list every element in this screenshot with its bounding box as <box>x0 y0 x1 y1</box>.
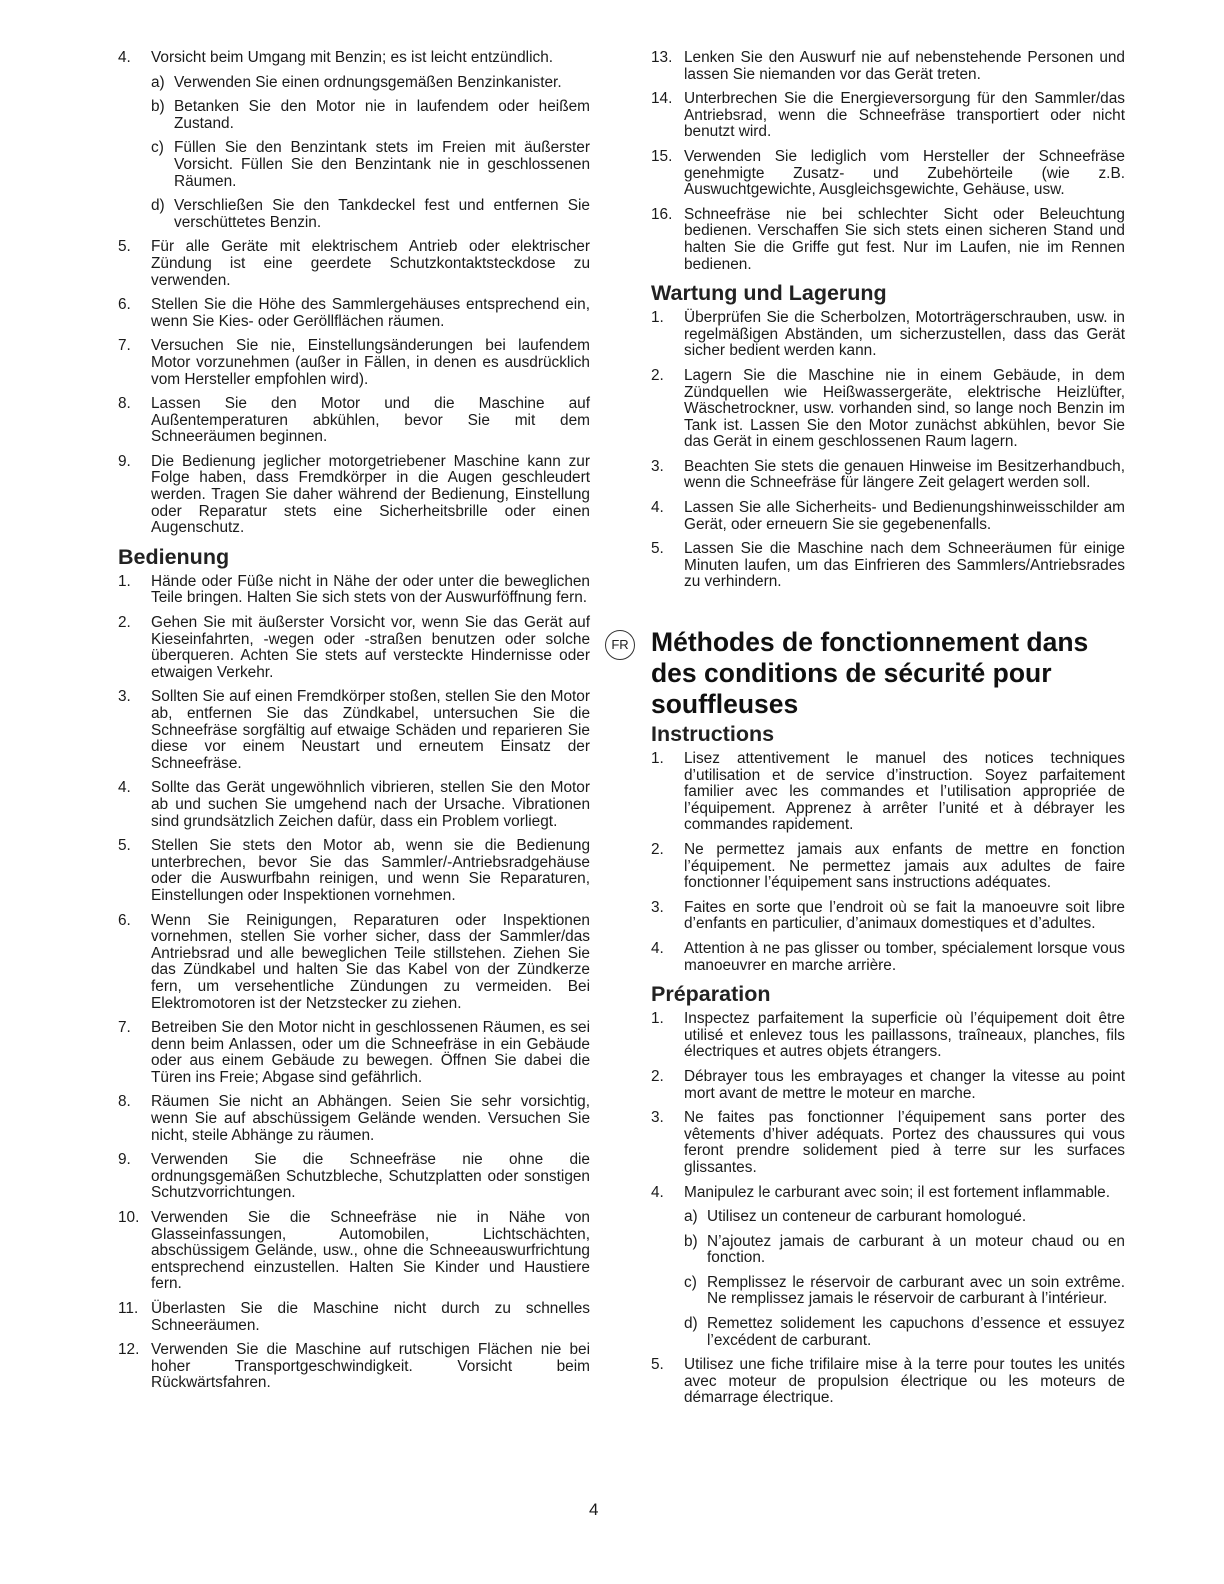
item-number: 16. <box>651 205 673 223</box>
list-item <box>651 149 1125 199</box>
list-wartung <box>651 310 1125 591</box>
sub-item-letter: d) <box>151 197 165 215</box>
list-item <box>651 1185 1125 1202</box>
list-item <box>118 838 590 904</box>
item-text: Stellen Sie die Höhe des Sammlergehäuses entsprechend ein, wenn Sie Kies- oder Geröllflächen räumen. <box>151 296 590 330</box>
item-number: 7. <box>118 337 131 355</box>
item-text: Lassen Sie die Maschine nach dem Schneeräumen für einige Minuten laufen, um das Einfrieren des Sammlers/Antriebsrades zu verhindern. <box>684 540 1125 591</box>
item-number: 13. <box>651 49 673 66</box>
item-text: Wenn Sie Reinigungen, Reparaturen oder Inspektionen vornehmen, stellen Sie vorher sicher, dass der Sammler/das Antriebsrad und alle beweglichen Teile stillstehen. Ziehen Sie das Zündkabel und halten Sie das Kabel von der Zündkerze fern, um versehentliche Zündungen zu vermeiden. Bei Elektromotoren ist der Netzstecker zu ziehen. <box>151 911 590 1012</box>
list-vorsicht <box>118 50 590 537</box>
item-text: Für alle Geräte mit elektrischem Antrieb oder elektrischer Zündung ist eine geerdete Schutzkontaktsteckdose zu verwenden. <box>151 238 590 289</box>
list-item <box>118 1152 590 1202</box>
fr-title: Méthodes de fonctionnement dans des conditions de sécurité pour souffleuses <box>651 627 1089 720</box>
item-text: Stellen Sie stets den Motor ab, wenn sie die Bedienung unterbrechen, bevor Sie das Sammler/-Antriebsradgehäuse oder die Auswurfbahn reinigen, und wenn Sie Reparaturen, Einstellungen oder Inspektionen vornehmen. <box>151 837 590 904</box>
fr-section-header <box>611 627 1125 720</box>
list-item <box>118 1301 590 1334</box>
item-text: Vorsicht beim Umgang mit Benzin; es ist leicht entzündlich. <box>151 49 554 66</box>
item-text: Ne permettez jamais aux enfants de mettre en fonction l’équipement. Ne permettez jamais aux adultes de faire fonctionner l’équipement sans instructions adéquates. <box>684 841 1125 892</box>
item-number: 3. <box>651 457 664 475</box>
sub-item <box>684 1234 1125 1267</box>
sub-item <box>151 99 590 132</box>
item-number: 15. <box>651 147 673 165</box>
list-item <box>118 689 590 772</box>
list-item <box>651 751 1125 834</box>
item-number: 2. <box>651 366 664 384</box>
left-column <box>118 50 590 1400</box>
item-number: 3. <box>118 688 131 706</box>
item-number: 10. <box>118 1209 140 1227</box>
list-item <box>118 574 590 607</box>
item-text: Lassen Sie den Motor und die Maschine auf Außentemperaturen abkühlen, bevor Sie mit dem Schneeräumen beginnen. <box>151 395 590 446</box>
sub-item-text: Remplissez le réservoir de carburant avec un soin extrême. Ne remplissez jamais le réservoir de carburant à l’intérieur. <box>707 1273 1125 1308</box>
item-text: Schneefräse nie bei schlechter Sicht oder Beleuchtung bedienen. Verschaffen Sie sich stets einen sicheren Stand und halten Sie die Griffe gut fest. Nur im Laufen, nie im Rennen bedienen. <box>684 205 1125 273</box>
list-item <box>651 541 1125 591</box>
item-number: 3. <box>651 1109 664 1127</box>
list-item <box>651 91 1125 141</box>
heading-preparation: Préparation <box>651 982 771 1007</box>
item-text: Überlasten Sie die Maschine nicht durch zu schnelles Schneeräumen. <box>151 1300 590 1334</box>
item-number: 5. <box>651 1356 664 1374</box>
list-item <box>118 50 590 67</box>
list-item <box>118 297 590 330</box>
item-text: Lenken Sie den Auswurf nie auf nebenstehende Personen und lassen Sie niemanden vor das Gerät treten. <box>684 49 1125 83</box>
item-number: 8. <box>118 395 131 413</box>
item-text: Lassen Sie alle Sicherheits- und Bedienungshinweisschilder am Gerät, oder erneuern Sie sie gegebenenfalls. <box>684 499 1125 533</box>
sub-item <box>684 1275 1125 1308</box>
item-number: 11. <box>118 1300 139 1317</box>
item-number: 1. <box>651 1010 664 1028</box>
sub-item-letter: c) <box>151 139 164 157</box>
sub-item <box>151 75 590 92</box>
list-instructions <box>651 751 1125 974</box>
item-number: 7. <box>118 1019 131 1037</box>
list-item <box>651 900 1125 933</box>
item-number: 1. <box>651 309 664 327</box>
item-number: 4. <box>651 499 664 517</box>
item-text: Utilisez une fiche trifilaire mise à la terre pour toutes les unités avec moteur de propulsion électrique ou les moteurs de démarrage électrique. <box>684 1356 1125 1407</box>
item-text: Die Bedienung jeglicher motorgetriebener Maschine kann zur Folge haben, dass Fremdkörper in die Augen geschleudert werden. Tragen Sie daher während der Bedienung, Einstellung oder Reparatur stets eine Sicherheitsbrille oder einen Augenschutz. <box>151 452 590 537</box>
sub-item-text: Utilisez un conteneur de carburant homologué. <box>707 1208 1027 1226</box>
list-item <box>118 1020 590 1086</box>
item-number: 5. <box>118 837 131 855</box>
heading-bedienung: Bedienung <box>118 544 230 569</box>
sub-item <box>151 140 590 190</box>
item-number: 12. <box>118 1341 140 1359</box>
list-item <box>651 941 1125 974</box>
list-bedienung <box>118 574 590 1392</box>
item-text: Räumen Sie nicht an Abhängen. Seien Sie sehr vorsichtig, wenn Sie auf abschüssigem Gelände wenden. Versuchen Sie nicht, steile Abhänge zu räumen. <box>151 1093 590 1144</box>
list-item <box>651 310 1125 360</box>
item-text: Gehen Sie mit äußerster Vorsicht vor, wenn Sie das Gerät auf Kieseinfahrten, -wegen oder -straßen benutzen oder solche überqueren. Achten Sie stets auf versteckte Hindernisse oder etwaigen Verkehr. <box>151 614 590 681</box>
item-number: 6. <box>118 911 131 929</box>
heading-wartung: Wartung und Lagerung <box>651 281 887 306</box>
sub-item <box>151 198 590 231</box>
item-text: Ne faites pas fonctionner l’équipement sans porter des vêtements d’hiver adéquats. Portez des chaussures qui vous feront prendre solidement pied à terre sur les surfaces glissantes. <box>684 1109 1125 1176</box>
list-item <box>651 50 1125 83</box>
item-number: 2. <box>651 1067 664 1085</box>
list-item <box>651 1110 1125 1176</box>
sub-item-letter: a) <box>151 73 165 91</box>
list-preparation <box>651 1011 1125 1407</box>
sub-item-text: Verwenden Sie einen ordnungsgemäßen Benzinkanister. <box>174 73 562 91</box>
item-number: 9. <box>118 452 131 470</box>
list-item <box>118 454 590 537</box>
item-number: 3. <box>651 898 664 916</box>
list-item <box>118 396 590 446</box>
item-number: 1. <box>651 750 664 768</box>
list-item <box>651 1069 1125 1102</box>
item-number: 1. <box>118 572 131 590</box>
list-item <box>118 913 590 1013</box>
item-text: Betreiben Sie den Motor nicht in geschlossenen Räumen, es sei denn beim Anlassen, oder um die Schneefräse in ein Gebäude oder aus einem Gebäude zu bewegen. Öffnen Sie dabei die Türen ins Freie; Abgase sind gefährlich. <box>151 1019 590 1086</box>
item-number: 14. <box>651 90 673 108</box>
item-text: Lisez attentivement le manuel des notices techniques d’utilisation et de service d’instruction. Soyez parfaitement familier avec les commandes et l’utilisation appropriée de l’équipement. Apprenez à arrêter l’unité et à débrayer les commandes rapidement. <box>684 750 1125 834</box>
list-item <box>651 1011 1125 1061</box>
item-text: Attention à ne pas glisser ou tomber, spécialement lorsque vous manoeuvrer en marche arrière. <box>684 939 1125 974</box>
item-text: Verwenden Sie lediglich vom Hersteller der Schneefräse genehmigte Zusatz- und Zubehörteile (wie z.B. Auswuchtgewichte, Ausgleichsgewichte, Gehäuse, usw. <box>684 147 1125 199</box>
item-text: Inspectez parfaitement la superficie où l’équipement doit être utilisé et enlevez tous les paillassons, traîneaux, planches, fils électriques et autres objets étrangers. <box>684 1010 1125 1061</box>
item-text: Versuchen Sie nie, Einstellungsänderungen bei laufendem Motor vorzunehmen (außer in Fällen, in denen es ausdrücklich vom Hersteller empfohlen wird). <box>151 337 590 388</box>
list-item <box>118 780 590 830</box>
item-text: Sollte das Gerät ungewöhnlich vibrieren, stellen Sie den Motor ab und suchen Sie umgehend nach der Ursache. Vibrationen sind grundsätzlich Zeichen dafür, dass ein Problem vorliegt. <box>151 779 590 830</box>
item-number: 6. <box>118 296 131 314</box>
list-item <box>651 459 1125 492</box>
sub-item-letter: b) <box>684 1232 698 1250</box>
sub-item-letter: a) <box>684 1208 698 1226</box>
sub-item-letter: d) <box>684 1315 698 1333</box>
list-item <box>651 1357 1125 1407</box>
item-number: 5. <box>118 238 131 256</box>
item-text: Verwenden Sie die Schneefräse nie in Nähe von Glasseinfassungen, Automobilen, Lichtschächten, abschüssigem Gelände, usw., ohne die Schneeauswurfrichtung entsprechend einzustellen. Halten Sie Kinder und Haustiere fern. <box>151 1209 590 1293</box>
heading-instructions: Instructions <box>651 722 775 747</box>
sub-item-text: Füllen Sie den Benzintank stets im Freien mit äußerster Vorsicht. Füllen Sie den Benzintank nie in geschlossenen Räumen. <box>174 139 590 190</box>
item-text: Débrayer tous les embrayages et changer la vitesse au point mort avant de mettre le moteur en marche. <box>684 1067 1125 1102</box>
item-text: Faites en sorte que l’endroit où se fait la manoeuvre soit libre d’enfants en particulier, d’animaux domestiques et d’adultes. <box>684 898 1125 933</box>
sub-item <box>684 1316 1125 1349</box>
item-text: Hände oder Füße nicht in Nähe der oder unter die beweglichen Teile bringen. Halten Sie sich stets von der Auswurföffnung fern. <box>151 572 590 607</box>
sub-item-text: Remettez solidement les capuchons d’essence et essuyez l’excédent de carburant. <box>707 1315 1125 1349</box>
fr-language-badge: FR <box>605 630 635 660</box>
item-number: 4. <box>118 49 131 66</box>
list-item <box>118 338 590 388</box>
sub-item-text: Verschließen Sie den Tankdeckel fest und entfernen Sie verschüttetes Benzin. <box>174 197 590 231</box>
page-number: 4 <box>589 1500 599 1519</box>
list-item <box>651 368 1125 451</box>
sub-item-text: N’ajoutez jamais de carburant à un moteur chaud ou en fonction. <box>707 1232 1125 1267</box>
item-text: Unterbrechen Sie die Energieversorgung für den Sammler/das Antriebsrad, wenn die Schneefräse transportiert oder nicht benutzt wird. <box>684 90 1125 141</box>
item-number: 4. <box>651 939 664 957</box>
item-text: Beachten Sie stets die genauen Hinweise im Besitzerhandbuch, wenn die Schneefräse für längere Zeit gelagert werden soll. <box>684 457 1125 492</box>
sub-item-letter: b) <box>151 98 165 116</box>
item-number: 2. <box>651 841 664 858</box>
sub-item-text: Betanken Sie den Motor nie in laufendem oder heißem Zustand. <box>174 98 590 132</box>
sub-item-letter: c) <box>684 1273 697 1291</box>
list-item <box>118 239 590 289</box>
item-text: Manipulez le carburant avec soin; il est fortement inflammable. <box>684 1183 1111 1201</box>
list-item <box>651 500 1125 533</box>
sub-item <box>684 1209 1125 1226</box>
item-number: 5. <box>651 540 664 558</box>
list-item <box>651 842 1125 892</box>
item-number: 9. <box>118 1151 131 1169</box>
list-item <box>118 1094 590 1144</box>
item-number: 4. <box>651 1183 664 1201</box>
list-bedienung-cont <box>651 50 1125 273</box>
item-text: Verwenden Sie die Maschine auf rutschigen Flächen nie bei hoher Transportgeschwindigkeit. Vorsicht beim Rückwärtsfahren. <box>151 1341 590 1392</box>
item-number: 2. <box>118 614 131 632</box>
list-item <box>118 1210 590 1293</box>
list-item <box>651 207 1125 273</box>
item-number: 4. <box>118 779 131 797</box>
item-text: Verwenden Sie die Schneefräse nie ohne die ordnungsgemäßen Schutzbleche, Schutzplatten oder sonstigen Schutzvorrichtungen. <box>151 1151 590 1202</box>
item-text: Sollten Sie auf einen Fremdkörper stoßen, stellen Sie den Motor ab, entfernen Sie das Zündkabel, untersuchen Sie die Schneefräse sorgfältig auf etwaige Schäden und reparieren Sie diese vor einem Neustart und erneutem Einsatz der Schneefräse. <box>151 688 590 772</box>
list-item <box>118 615 590 681</box>
item-text: Überprüfen Sie die Scherbolzen, Motorträgerschrauben, usw. in regelmäßigen Abständen, um sicherzustellen, dass das Gerät sicher bedient werden kann. <box>684 309 1125 360</box>
right-column <box>611 49 1125 1415</box>
list-item <box>118 1342 590 1392</box>
item-number: 8. <box>118 1093 131 1111</box>
item-text: Lagern Sie die Maschine nie in einem Gebäude, in dem Zündquellen wie Heißwassergeräte, elektrische Heizlüfter, Wäschetrockner, usw. vorhanden sind, so lange noch Benzin im Tank ist. Lassen Sie den Motor zunächst abkühlen, bevor Sie das Gerät in einem geschlossenen Raum lagern. <box>684 366 1125 451</box>
